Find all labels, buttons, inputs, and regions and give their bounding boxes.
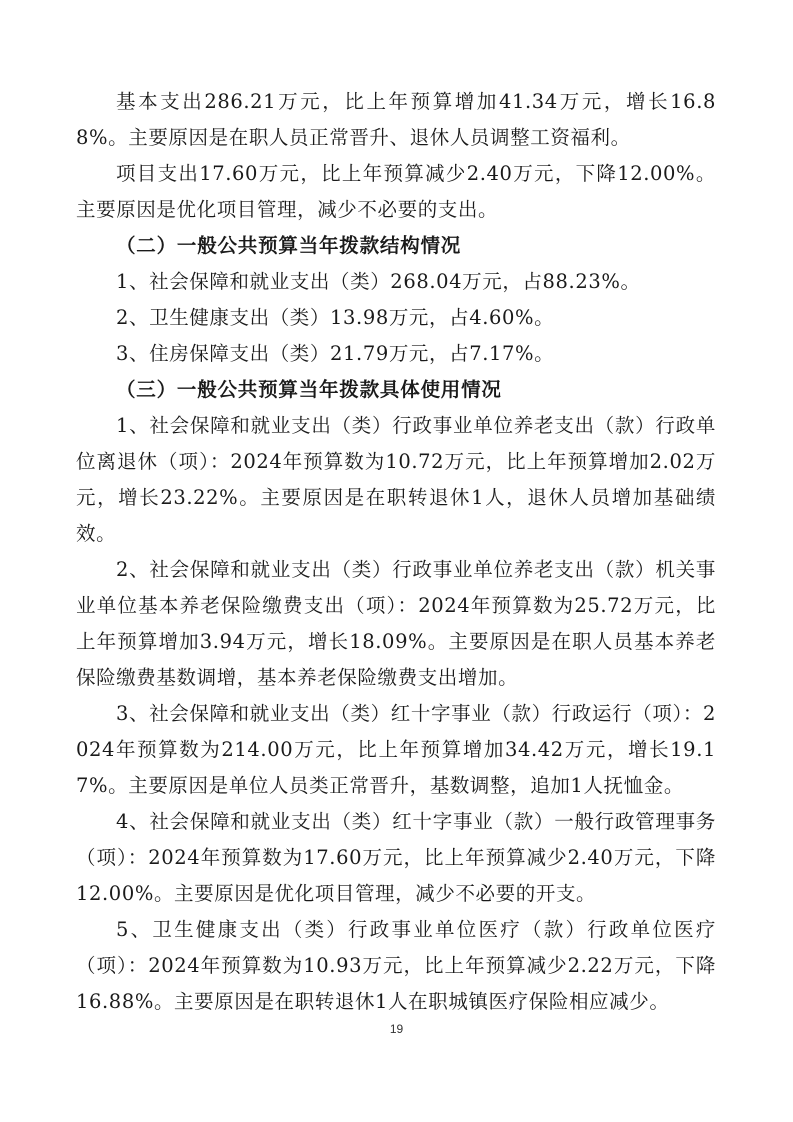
section-heading-structure: （二）一般公共预算当年拨款结构情况	[116, 234, 462, 257]
paragraph-project-expenditure: 项目支出17.60万元，比上年预算减少2.40万元，下降12.00%。主要原因是优化项目管理，减少不必要的支出。	[76, 162, 716, 221]
list-item-social-security: 1、社会保障和就业支出（类）268.04万元，占88.23%。	[116, 270, 641, 293]
paragraph-basic-expenditure: 基本支出286.21万元，比上年预算增加41.34万元，增长16.88%。主要原因是在职人员正常晋升、退休人员调整工资福利。	[76, 90, 716, 149]
list-item-housing: 3、住房保障支出（类）21.79万元，占7.17%。	[116, 342, 555, 365]
list-item-health: 2、卫生健康支出（类）13.98万元，占4.60%。	[116, 306, 555, 329]
document-body	[76, 84, 716, 1020]
section-heading-usage: （三）一般公共预算当年拨款具体使用情况	[116, 378, 502, 401]
paragraph-usage-1: 1、社会保障和就业支出（类）行政事业单位养老支出（款）行政单位离退休（项）：2024年预算数为10.72万元，比上年预算增加2.02万元，增长23.22%。主要原因是在职转退休1人，退休人员增加基础绩效。	[76, 414, 716, 545]
page-number: 19	[389, 1022, 404, 1036]
paragraph-usage-3: 3、社会保障和就业支出（类）红十字事业（款）行政运行（项）：2024年预算数为214.00万元，比上年预算增加34.42万元，增长19.17%。主要原因是单位人员类正常晋升，基数调整，追加1人抚恤金。	[76, 702, 716, 797]
paragraph-usage-4: 4、社会保障和就业支出（类）红十字事业（款）一般行政管理事务（项）：2024年预算数为17.60万元，比上年预算减少2.40万元，下降12.00%。主要原因是优化项目管理，减少不必要的开支。	[76, 810, 716, 905]
paragraph-usage-5: 5、卫生健康支出（类）行政事业单位医疗（款）行政单位医疗（项）：2024年预算数为10.93万元，比上年预算减少2.22万元，下降16.88%。主要原因是在职转退休1人在职城镇医疗保险相应减少。	[76, 918, 716, 1013]
paragraph-usage-2: 2、社会保障和就业支出（类）行政事业单位养老支出（款）机关事业单位基本养老保险缴费支出（项）：2024年预算数为25.72万元，比上年预算增加3.94万元，增长18.09%。主要原因是在职人员基本养老保险缴费基数调增，基本养老保险缴费支出增加。	[76, 558, 716, 689]
